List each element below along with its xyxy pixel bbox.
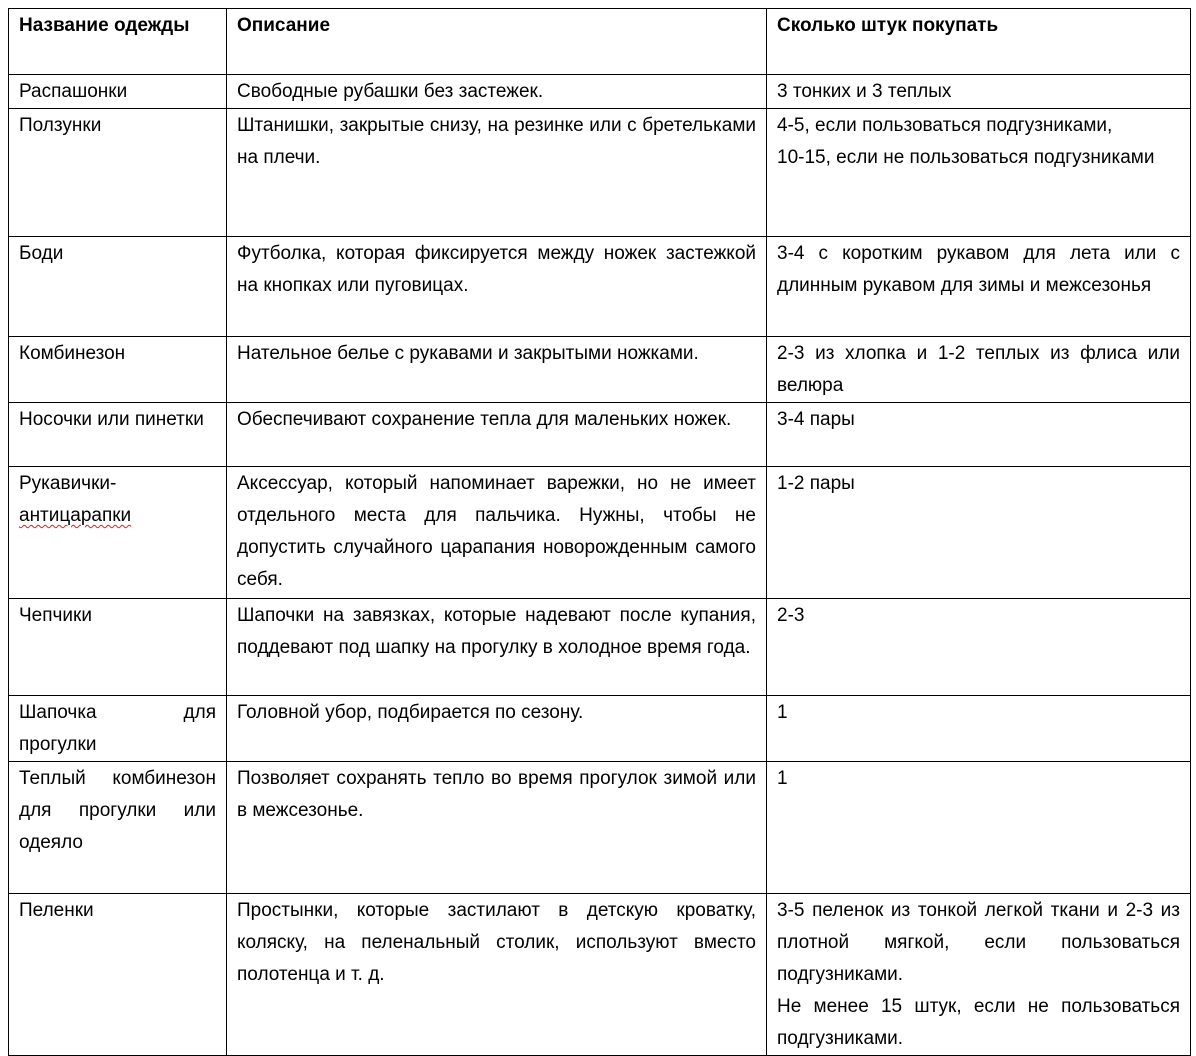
quantity-paragraph: 2-3 bbox=[777, 605, 805, 626]
quantity-paragraph: 3-4 с коротким рукавом для лета или с длинным рукавом для зимы и межсезонья bbox=[777, 243, 1180, 296]
quantity-paragraph: 3-5 пеленок из тонкой легкой ткани и 2-3 из плотной мягкой, если пользоваться подгузниками. bbox=[777, 900, 1180, 985]
clothing-table bbox=[8, 8, 1191, 1056]
quantity-paragraph: 2-3 из хлопка и 1-2 теплых из флиса или велюра bbox=[777, 343, 1180, 396]
name-text: Шапочка для прогулки bbox=[19, 702, 216, 755]
name-text: Комбинезон bbox=[19, 343, 126, 364]
name-text: Распашонки bbox=[19, 81, 128, 102]
cell-description: Позволяет сохранять тепло во время прогулок зимой или в межсезонье. bbox=[227, 762, 767, 894]
cell-description: Нательное белье с рукавами и закрытыми ножками. bbox=[227, 337, 767, 403]
cell-description: Простынки, которые застилают в детскую кроватку, коляску, на пеленальный столик, используют вместо полотенца и т. д. bbox=[227, 894, 767, 1056]
name-text: Носочки или пинетки bbox=[19, 409, 204, 430]
quantity-paragraph: 3-4 пары bbox=[777, 409, 855, 430]
header-name: Название одежды bbox=[9, 9, 227, 75]
cell-name bbox=[9, 894, 227, 1056]
cell-name bbox=[9, 337, 227, 403]
table-row bbox=[9, 337, 1191, 403]
cell-description: Футболка, которая фиксируется между ножек застежкой на кнопках или пуговицах. bbox=[227, 237, 767, 337]
quantity-paragraph: 3 тонких и 3 теплых bbox=[777, 81, 952, 102]
cell-quantity bbox=[767, 467, 1191, 599]
table-row bbox=[9, 599, 1191, 696]
name-text: Ползунки bbox=[19, 115, 102, 136]
quantity-paragraph: 10-15, если не пользоваться подгузниками bbox=[777, 147, 1155, 168]
name-text: Теплый комбинезон для прогулки или одеяло bbox=[19, 768, 216, 853]
header-quantity: Сколько штук покупать bbox=[767, 9, 1191, 75]
cell-name bbox=[9, 762, 227, 894]
name-text: Рукавички- антицарапки bbox=[19, 473, 132, 526]
cell-name bbox=[9, 403, 227, 467]
cell-description: Обеспечивают сохранение тепла для маленьких ножек. bbox=[227, 403, 767, 467]
cell-name bbox=[9, 467, 227, 599]
name-text: Пеленки bbox=[19, 900, 94, 921]
header-description: Описание bbox=[227, 9, 767, 75]
cell-name bbox=[9, 696, 227, 762]
header-row bbox=[9, 9, 1191, 75]
name-text: Чепчики bbox=[19, 605, 92, 626]
spellcheck-underline: антицарапки bbox=[19, 505, 132, 526]
table-row bbox=[9, 75, 1191, 109]
cell-quantity bbox=[767, 599, 1191, 696]
cell-quantity bbox=[767, 762, 1191, 894]
quantity-paragraph: 1-2 пары bbox=[777, 473, 855, 494]
table-row bbox=[9, 237, 1191, 337]
cell-quantity bbox=[767, 75, 1191, 109]
table-row bbox=[9, 109, 1191, 237]
cell-description: Аксессуар, который напоминает варежки, но не имеет отдельного места для пальчика. Нужны, чтобы не допустить случайного царапания новорожденным самого себя. bbox=[227, 467, 767, 599]
table-row bbox=[9, 696, 1191, 762]
cell-name bbox=[9, 109, 227, 237]
cell-description: Шапочки на завязках, которые надевают после купания, поддевают под шапку на прогулку в холодное время года. bbox=[227, 599, 767, 696]
table-row bbox=[9, 762, 1191, 894]
quantity-paragraph: Не менее 15 штук, если не пользоваться подгузниками. bbox=[777, 996, 1180, 1049]
name-text: Боди bbox=[19, 243, 64, 264]
cell-name bbox=[9, 599, 227, 696]
cell-quantity bbox=[767, 696, 1191, 762]
cell-description: Штанишки, закрытые снизу, на резинке или с бретельками на плечи. bbox=[227, 109, 767, 237]
table-row bbox=[9, 403, 1191, 467]
cell-quantity bbox=[767, 337, 1191, 403]
cell-quantity bbox=[767, 237, 1191, 337]
quantity-paragraph: 1 bbox=[777, 768, 788, 789]
cell-quantity bbox=[767, 403, 1191, 467]
table-row bbox=[9, 894, 1191, 1056]
quantity-paragraph: 1 bbox=[777, 702, 788, 723]
table-row bbox=[9, 467, 1191, 599]
cell-name bbox=[9, 75, 227, 109]
cell-name bbox=[9, 237, 227, 337]
cell-quantity bbox=[767, 894, 1191, 1056]
cell-description: Свободные рубашки без застежек. bbox=[227, 75, 767, 109]
quantity-paragraph: 4-5, если пользоваться подгузниками, bbox=[777, 115, 1113, 136]
cell-quantity bbox=[767, 109, 1191, 237]
cell-description: Головной убор, подбирается по сезону. bbox=[227, 696, 767, 762]
